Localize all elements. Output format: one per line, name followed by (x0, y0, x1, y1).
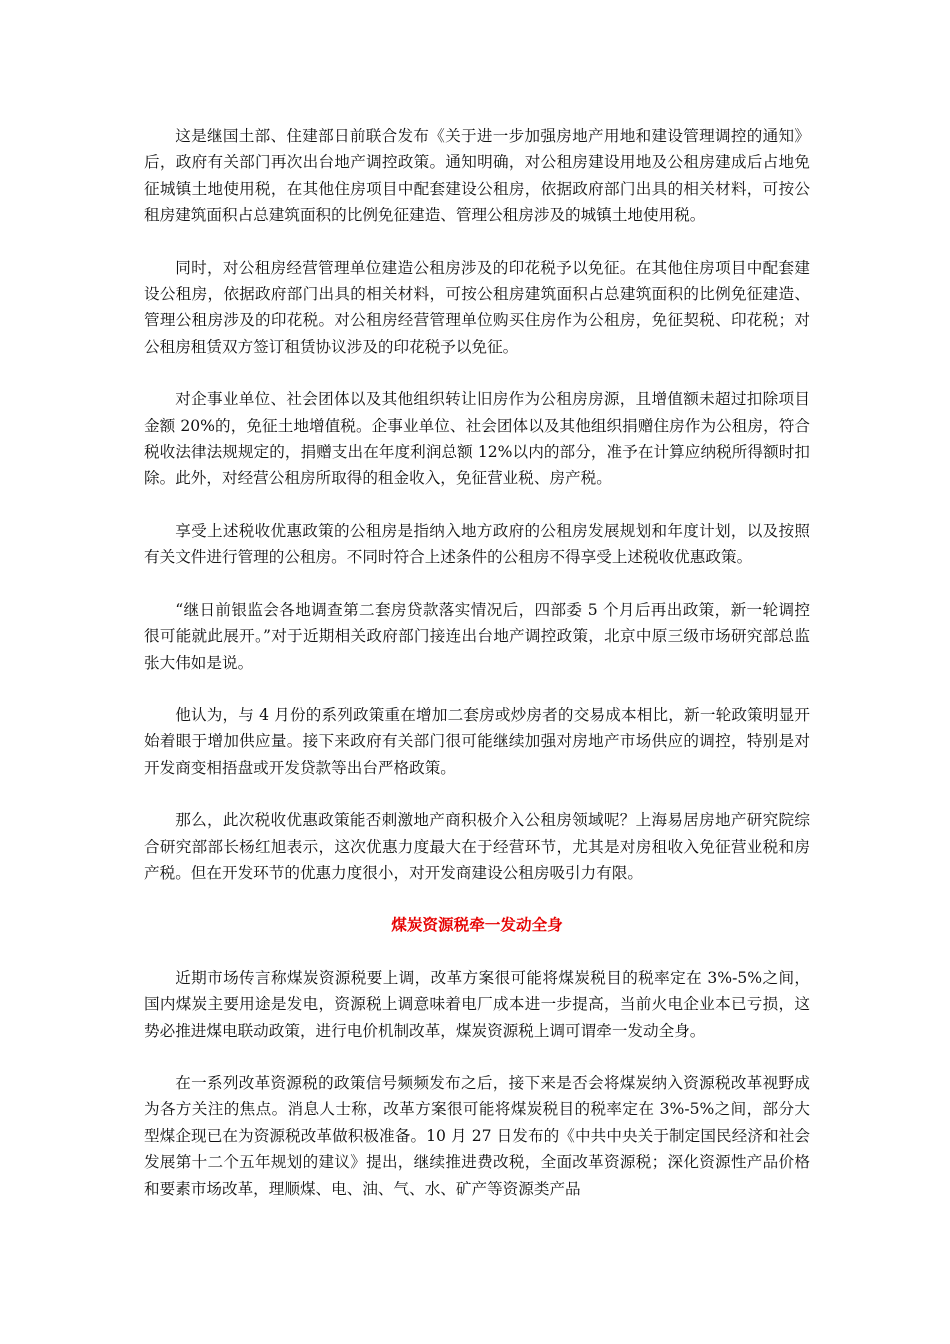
paragraph-6: 他认为，与 4 月份的系列政策重在增加二套房或炒房者的交易成本相比，新一轮政策明显开始着眼于增加供应量。接下来政府有关部门很可能继续加强对房地产市场供应的调控，特别是对开发商变相捂盘或开发贷款等出台严格政策。 (144, 705, 810, 777)
section-heading: 煤炭资源税牵一发动全身 (391, 916, 563, 935)
paragraph-2: 同时，对公租房经营管理单位建造公租房涉及的印花税予以免征。在其他住房项目中配套建设公租房，依据政府部门出具的相关材料，可按公租房建筑面积占总建筑面积的比例免征建造、管理公租房涉及的印花税。对公租房经营管理单位购买住房作为公租房，免征契税、印花税；对公租房租赁双方签订租赁协议涉及的印花税予以免征。 (144, 258, 810, 356)
paragraph-8: 近期市场传言称煤炭资源税要上调，改革方案很可能将煤炭税目的税率定在 3%-5%之间，国内煤炭主要用途是发电，资源税上调意味着电厂成本进一步提高，当前火电企业本已亏损，这势必推进煤电联动政策，进行电价机制改革，煤炭资源税上调可谓牵一发动全身。 (144, 968, 810, 1040)
paragraph-7: 那么，此次税收优惠政策能否刺激地产商积极介入公租房领域呢？上海易居房地产研究院综合研究部部长杨红旭表示，这次优惠力度最大在于经营环节，尤其是对房租收入免征营业税和房产税。但在开发环节的优惠力度很小，对开发商建设公租房吸引力有限。 (144, 811, 810, 882)
paragraph-4: 享受上述税收优惠政策的公租房是指纳入地方政府的公租房发展规划和年度计划，以及按照有关文件进行管理的公租房。不同时符合上述条件的公租房不得享受上述税收优惠政策。 (144, 521, 810, 567)
paragraph-3: 对企事业单位、社会团体以及其他组织转让旧房作为公租房房源，且增值额未超过扣除项目金额 20%的，免征土地增值税。企事业单位、社会团体以及其他组织捐赠住房作为公租房，符合税收法律法规规定的，捐赠支出在年度利润总额 12%以内的部分，准予在计算应纳税所得额时扣除。此外，对经营公租房所取得的租金收入，免征营业税、房产税。 (144, 390, 810, 488)
paragraph-5: “继日前银监会各地调查第二套房贷款落实情况后，四部委 5 个月后再出政策，新一轮调控很可能就此展开。”对于近期相关政府部门接连出台地产调控政策，北京中原三级市场研究部总监张大伟如是说。 (144, 600, 810, 672)
paragraph-1: 这是继国土部、住建部日前联合发布《关于进一步加强房地产用地和建设管理调控的通知》后，政府有关部门再次出台地产调控政策。通知明确，对公租房建设用地及公租房建成后占地免征城镇土地使用税，在其他住房项目中配套建设公租房，依据政府部门出具的相关材料，可按公租房建筑面积占总建筑面积的比例免征建造、管理公租房涉及的城镇土地使用税。 (144, 127, 810, 225)
paragraph-9: 在一系列改革资源税的政策信号频频发布之后，接下来是否会将煤炭纳入资源税改革视野成为各方关注的焦点。消息人士称，改革方案很可能将煤炭税目的税率定在 3%-5%之间，部分大型煤企现已在为资源税改革做积极准备。10 月 27 日发布的《中共中央关于制定国民经济和社会发展第十二个五年规划的建议》提出，继续推进费改税，全面改革资源税；深化资源性产品价格和要素市场改革，理顺煤、电、油、气、水、矿产等资源类产品 (144, 1073, 810, 1198)
article-body (144, 123, 810, 1228)
